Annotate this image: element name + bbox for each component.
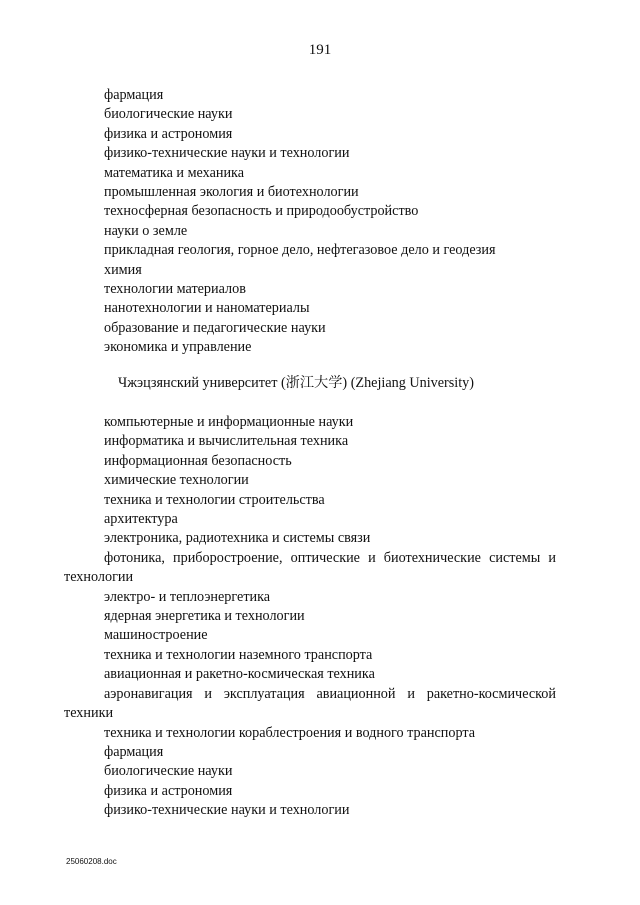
- footer-filename: 25060208.doc: [66, 857, 117, 866]
- list-item: технологии материалов: [104, 281, 246, 298]
- list-item: биологические науки: [104, 763, 233, 780]
- list-item: техника и технологии наземного транспорта: [104, 646, 373, 663]
- list-item: математика и механика: [104, 164, 245, 181]
- list-item: фотоника, приборостроение, оптические и биотехнические системы и технологии: [64, 549, 556, 586]
- list-item: машиностроение: [104, 627, 208, 644]
- list-item: науки о земле: [104, 222, 188, 239]
- list-item: компьютерные и информационные науки: [104, 414, 354, 430]
- list-item: биологические науки: [104, 106, 233, 123]
- list-item: физика и астрономия: [104, 125, 233, 142]
- field-list-b: [0, 413, 640, 821]
- list-item: техносферная безопасность и природообустройство: [104, 203, 419, 220]
- list-item: фармация: [104, 87, 164, 103]
- list-item: аэронавигация и эксплуатация авиационной и ракетно-космической техники: [64, 685, 556, 722]
- list-item: образование и педагогические науки: [104, 319, 326, 336]
- list-item: физика и астрономия: [104, 782, 233, 799]
- list-item: промышленная экология и биотехнологии: [104, 184, 359, 201]
- list-item: физико-технические науки и технологии: [104, 145, 350, 162]
- list-item: архитектура: [104, 511, 178, 528]
- field-list-a: [0, 86, 640, 358]
- list-item: техника и технологии кораблестроения и водного транспорта: [104, 724, 476, 741]
- list-item: химические технологии: [104, 472, 249, 489]
- list-item: ядерная энергетика и технологии: [104, 608, 305, 625]
- list-item: нанотехнологии и наноматериалы: [104, 300, 310, 317]
- university-heading: Чжэцзянский университет (浙江大学) (Zhejiang University): [118, 375, 475, 391]
- list-item: техника и технологии строительства: [104, 491, 325, 508]
- list-item: электроника, радиотехника и системы связи: [104, 530, 371, 547]
- list-item: авиационная и ракетно-космическая техника: [104, 666, 375, 683]
- list-item: химия: [104, 261, 142, 278]
- list-item: информатика и вычислительная техника: [104, 433, 349, 450]
- list-item: электро- и теплоэнергетика: [104, 588, 271, 605]
- list-item: прикладная геология, горное дело, нефтегазовое дело и геодезия: [104, 242, 496, 259]
- list-item: фармация: [104, 743, 164, 760]
- list-item: физико-технические науки и технологии: [104, 802, 350, 819]
- list-item: информационная безопасность: [104, 452, 292, 469]
- list-item: экономика и управление: [104, 339, 252, 356]
- page-number: 191: [308, 42, 332, 58]
